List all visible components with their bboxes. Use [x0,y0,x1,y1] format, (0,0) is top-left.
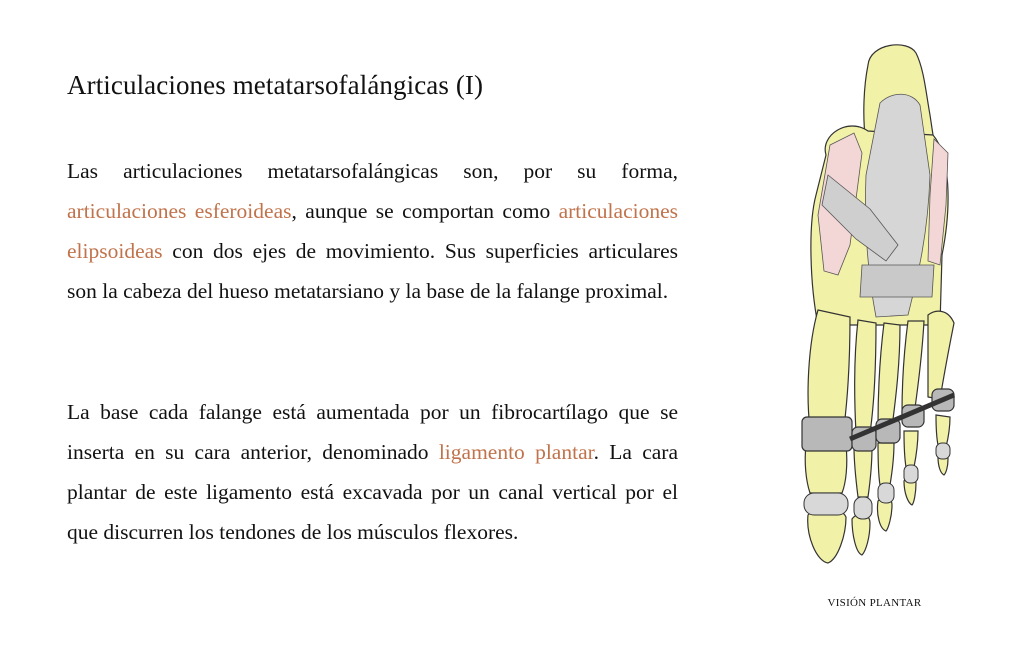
capsule-2 [854,497,872,519]
capsule-3 [878,483,894,503]
figure-caption: VISIÓN PLANTAR [827,597,922,609]
capsule-4 [904,465,918,483]
p1-text-2: , aunque se comportan como [291,199,551,223]
p2-text-2: . La cara plantar de este ligamento está excavada por un canal vertical por el que discurren los tendones de los músculos flexores. [67,440,678,544]
term-ligamento-plantar: ligamento plantar [438,440,594,464]
phalanx-4 [904,431,918,467]
phalanx-3 [878,443,894,485]
metatarsal-2 [855,320,876,433]
toe-1-distal [808,508,846,563]
metatarsal-4 [902,321,924,415]
foot-plantar-illustration [758,35,988,570]
metatarsal-1 [808,310,850,429]
phalanx-1 [805,445,847,493]
capsule-1 [804,493,848,515]
term-articulaciones-esferoideas: articulaciones esferoideas [67,199,292,223]
phalanx-5 [936,415,950,447]
term-articulaciones-elipsoideas: articulaciones elipsoideas [67,199,678,263]
page-title: Articulaciones metatarsofalángicas (I) [67,70,484,100]
paragraph-1 [67,151,678,311]
p1-text-1: Las articulaciones metatarsofalángicas son, por su forma, [67,159,678,183]
phalanx-2 [854,447,872,497]
paragraph-2 [67,392,678,552]
metatarsal-5 [928,311,954,399]
p1-text-3: con dos ejes de movimiento. Sus superficies articulares son la cabeza del hueso metatarsiano y la base de la falange proximal. [67,239,678,303]
short-plantar-ligament [860,265,934,297]
metatarsal-3 [878,323,900,427]
capsule-5 [936,443,950,459]
plantar-plate-1 [802,417,852,451]
p2-text-1: La base cada falange está aumentada por un fibrocartílago que se inserta en su cara anterior, denominado [67,400,678,464]
toe-2-distal [852,514,870,555]
